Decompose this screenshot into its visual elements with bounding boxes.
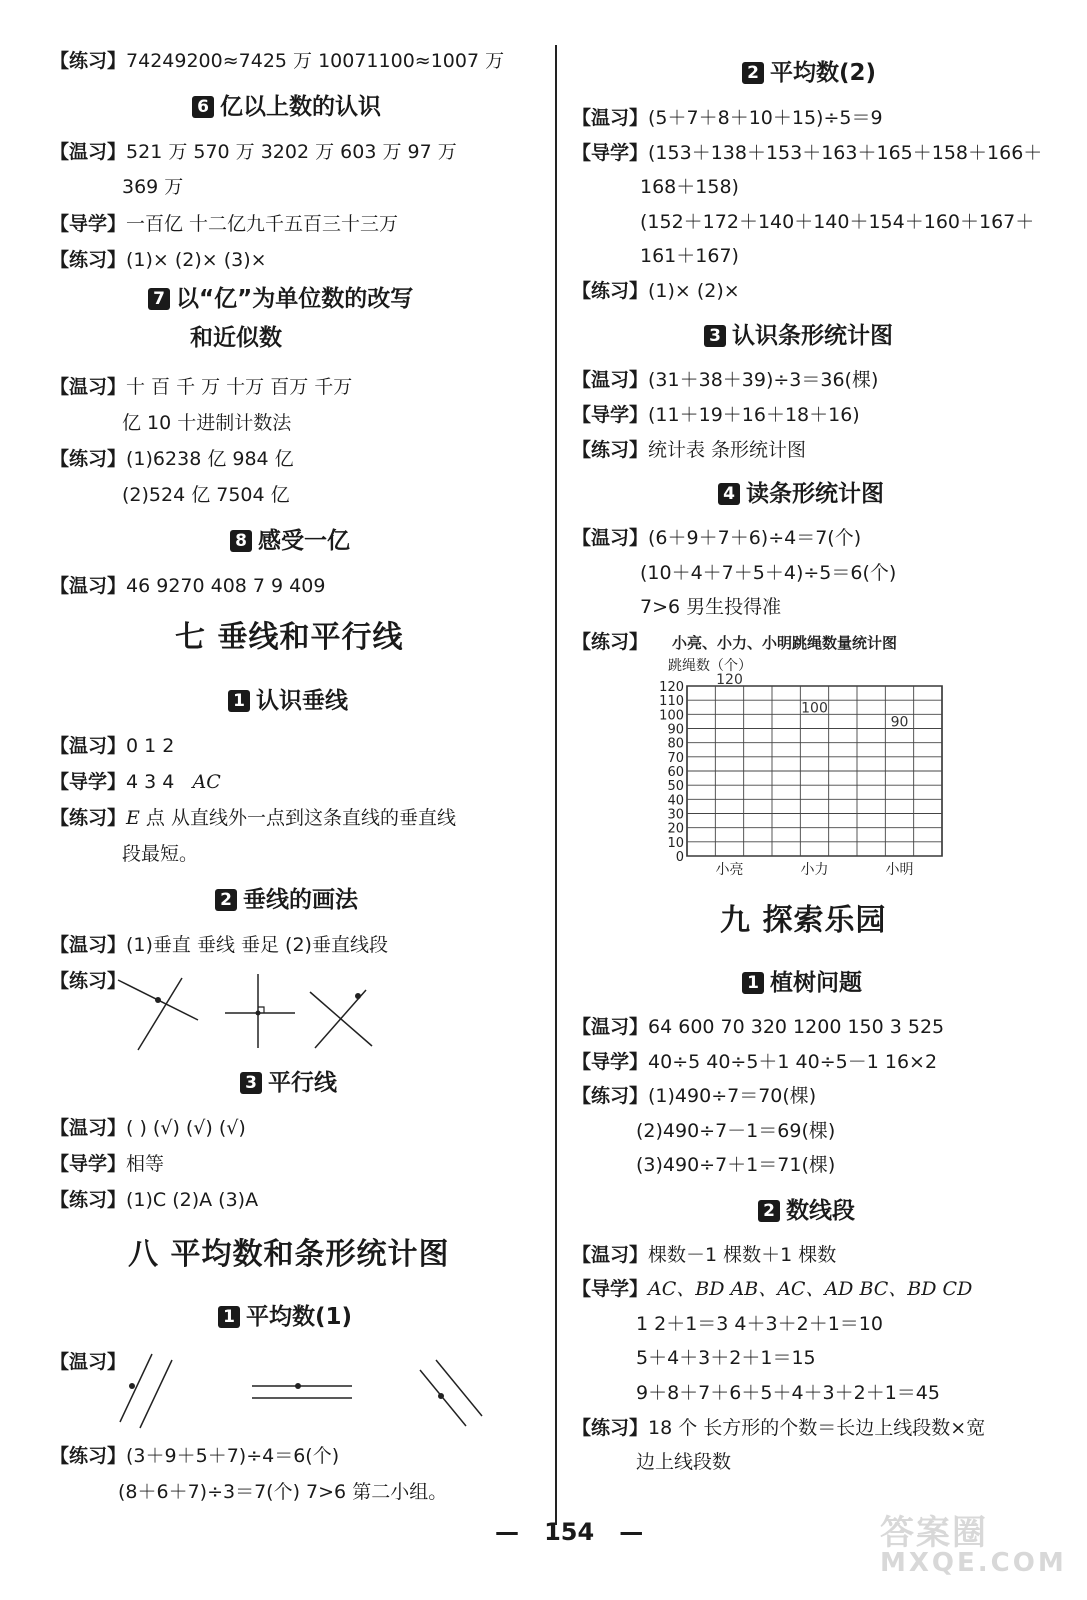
chart-data-label: 90 — [890, 714, 909, 731]
c8-section-4-heading: 4 读条形统计图 — [718, 479, 884, 509]
parallel-figure-2 — [252, 1383, 352, 1398]
guide-line-cont: 161＋167) — [640, 245, 739, 267]
c7-section-2-heading: 2 垂线的画法 — [215, 885, 358, 915]
chart-ytick-label: 110 — [659, 694, 684, 710]
chart-category-label: 小亮 — [715, 862, 744, 878]
guide-line-cont: (152＋172＋140＋140＋154＋160＋167＋ — [640, 211, 1035, 233]
chart-ytick-label: 10 — [667, 835, 684, 851]
perp-figure-1 — [118, 978, 198, 1050]
c9-section-1-heading: 1 植树问题 — [742, 968, 862, 998]
chapter-9-title: 九 探索乐园 — [720, 903, 887, 938]
practice-line: 【练习】(1)× (2)× — [572, 280, 740, 302]
chart-title: 小亮、小力、小明跳绳数量统计图 — [672, 634, 898, 652]
chart-ytick-label: 120 — [659, 680, 684, 695]
guide-line-cont: 5＋4＋3＋2＋1＝15 — [636, 1347, 816, 1369]
chart-ytick-label: 0 — [675, 850, 684, 865]
parallel-figure-3 — [420, 1360, 482, 1426]
perp-figure-3 — [310, 990, 372, 1048]
chart-category-label: 小力 — [800, 862, 829, 878]
chart-ytick-label: 100 — [659, 708, 684, 724]
review-line-cont: 7>6 男生投得准 — [640, 596, 782, 618]
chapter-7-title: 七 垂线和平行线 — [175, 620, 404, 655]
chart-ylabel: 跳绳数（个） — [668, 658, 752, 674]
review-line: 【温习】0 1 2 — [50, 735, 175, 757]
parallel-drawings — [110, 1350, 490, 1435]
practice-line: 【练习】(1)C (2)A (3)A — [50, 1189, 259, 1211]
review-line: 【温习】46 9270 408 7 9 409 — [50, 575, 326, 597]
review-line: 【温习】(5＋7＋8＋10＋15)÷5＝9 — [572, 107, 883, 129]
perpendicular-drawings — [110, 970, 430, 1060]
practice-line: 【练习】18 个 长方形的个数＝长边上线段数×宽 — [572, 1417, 986, 1439]
practice-line: 【练习】(1)6238 亿 984 亿 — [50, 448, 294, 470]
guide-line-cont: 9＋8＋7＋6＋5＋4＋3＋2＋1＝45 — [636, 1382, 940, 1404]
chart-ytick-label: 60 — [667, 765, 684, 780]
guide-line: 【导学】(11＋19＋16＋18＋16) — [572, 404, 860, 426]
guide-line: 【导学】AC、BD AB、AC、AD BC、BD CD — [572, 1278, 973, 1300]
guide-line: 【导学】4 3 4 AC — [50, 771, 221, 793]
perp-figure-2 — [225, 974, 295, 1048]
chapter-8-title: 八 平均数和条形统计图 — [128, 1237, 450, 1272]
c8-section-1-heading: 1 平均数(1) — [218, 1302, 352, 1332]
review-line: 【温习】521 万 570 万 3202 万 603 万 97 万 — [50, 141, 457, 163]
practice-line-cont: (2)524 亿 7504 亿 — [122, 484, 290, 506]
review-line-cont: 亿 10 十进制计数法 — [122, 412, 292, 434]
chart-ytick-label: 20 — [667, 821, 684, 837]
guide-line-cont: 1 2＋1＝3 4＋3＋2＋1＝10 — [636, 1313, 883, 1335]
review-line: 【温习】十 百 千 万 十万 百万 千万 — [50, 376, 353, 398]
chart-ytick-label: 80 — [667, 736, 684, 752]
chart-yticks — [659, 680, 684, 865]
review-line: 【温习】(1)垂直 垂线 垂足 (2)垂直线段 — [50, 934, 388, 956]
c7-section-3-heading: 3 平行线 — [240, 1068, 337, 1098]
chart-xlabels — [716, 861, 914, 878]
chart-data-label: 100 — [801, 700, 828, 717]
jump-rope-chart — [652, 628, 972, 888]
practice-line: 【练习】(1)× (2)× (3)× — [50, 249, 267, 271]
chart-ytick-label: 40 — [667, 793, 684, 809]
c9-section-2-heading: 2 数线段 — [758, 1196, 855, 1226]
section-7-heading-line2: 和近似数 — [190, 325, 282, 351]
guide-line: 【导学】(153＋138＋153＋163＋165＋158＋166＋ — [572, 142, 1043, 164]
review-line-cont: 369 万 — [122, 176, 184, 198]
practice-line: 【练习】 — [50, 970, 127, 992]
review-line: 【温习】( ) (√) (√) (√) — [50, 1117, 246, 1139]
review-line: 【温习】棵数－1 棵数＋1 棵数 — [572, 1244, 837, 1266]
practice-line: 【练习】74249200≈7425 万 10071100≈1007 万 — [50, 50, 505, 72]
review-line-cont: (10＋4＋7＋5＋4)÷5＝6(个) — [640, 562, 897, 584]
review-line: 【温习】(6＋9＋7＋6)÷4＝7(个) — [572, 527, 862, 549]
chart-data-label: 120 — [716, 672, 743, 688]
guide-line: 【导学】40÷5 40÷5＋1 40÷5－1 16×2 — [572, 1051, 938, 1073]
chart-ytick-label: 90 — [667, 722, 684, 738]
chart-ytick-label: 50 — [667, 779, 684, 795]
c7-section-1-heading: 1 认识垂线 — [228, 686, 348, 716]
practice-line-cont: (8＋6＋7)÷3＝7(个) 7>6 第二小组。 — [118, 1481, 448, 1503]
section-6-heading: 6 亿以上数的认识 — [192, 92, 381, 122]
review-line: 【温习】64 600 70 320 1200 150 3 525 — [572, 1016, 945, 1038]
guide-line: 【导学】相等 — [50, 1153, 165, 1175]
practice-line-cont: (3)490÷7＋1＝71(棵) — [636, 1154, 836, 1176]
practice-line-cont: 边上线段数 — [636, 1451, 732, 1473]
chart-data-labels — [716, 672, 908, 731]
practice-line: 【练习】统计表 条形统计图 — [572, 439, 807, 461]
c8-section-2-heading: 2 平均数(2) — [742, 58, 876, 88]
practice-line-cont: (2)490÷7－1＝69(棵) — [636, 1120, 836, 1142]
watermark-logo: 答案圈 — [880, 1513, 988, 1553]
page-number: — 154 — — [495, 1518, 644, 1546]
practice-line: 【练习】 — [572, 631, 649, 653]
guide-line: 【导学】一百亿 十二亿九千五百三十三万 — [50, 213, 399, 235]
practice-line: 【练习】(1)490÷7＝70(棵) — [572, 1085, 817, 1107]
chart-ytick-label: 70 — [667, 750, 684, 766]
review-line: 【温习】 — [50, 1351, 127, 1373]
parallel-figure-1 — [120, 1354, 172, 1428]
review-line: 【温习】(31＋38＋39)÷3＝36(棵) — [572, 369, 879, 391]
section-8-heading: 8 感受一亿 — [230, 526, 350, 556]
column-divider — [555, 45, 557, 1525]
watermark-url: MXQE.COM — [880, 1548, 1067, 1578]
guide-line-cont: 168＋158) — [640, 176, 739, 198]
section-7-heading: 7 以“亿”为单位数的改写 — [148, 284, 413, 314]
chart-ytick-label: 30 — [667, 807, 684, 823]
chart-category-label: 小明 — [885, 862, 914, 878]
practice-line: 【练习】(3＋9＋5＋7)÷4＝6(个) — [50, 1445, 340, 1467]
practice-line-cont: 段最短。 — [122, 843, 199, 865]
practice-line: 【练习】E 点 从直线外一点到这条直线的垂直线 — [50, 807, 456, 829]
c8-section-3-heading: 3 认识条形统计图 — [704, 321, 893, 351]
